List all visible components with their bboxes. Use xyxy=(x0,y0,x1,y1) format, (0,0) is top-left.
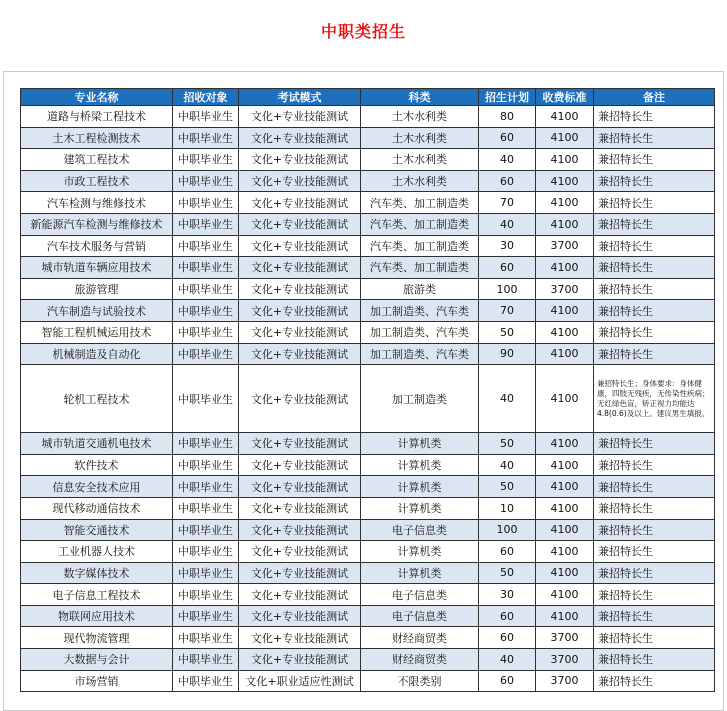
fee-cell: 4100 xyxy=(536,541,594,563)
category-cell: 财经商贸类 xyxy=(361,627,479,649)
plan-cell: 40 xyxy=(479,213,536,235)
target-cell: 中职毕业生 xyxy=(173,497,239,519)
exam-mode-cell: 文化+专业技能测试 xyxy=(239,497,361,519)
note-cell: 兼招特长生 xyxy=(594,562,715,584)
major-cell: 汽车制造与试验技术 xyxy=(21,300,173,322)
plan-cell: 80 xyxy=(479,106,536,128)
category-cell: 土木水利类 xyxy=(361,149,479,171)
table-row xyxy=(21,541,715,563)
category-cell: 土木水利类 xyxy=(361,106,479,128)
major-cell: 土木工程检测技术 xyxy=(21,127,173,149)
exam-mode-cell: 文化+专业技能测试 xyxy=(239,192,361,214)
plan-cell: 50 xyxy=(479,562,536,584)
exam-mode-cell: 文化+专业技能测试 xyxy=(239,649,361,671)
plan-cell: 60 xyxy=(479,605,536,627)
major-cell: 城市轨道交通机电技术 xyxy=(21,433,173,455)
fee-cell: 4100 xyxy=(536,192,594,214)
header-major: 专业名称 xyxy=(21,89,173,106)
plan-cell: 30 xyxy=(479,584,536,606)
plan-cell: 10 xyxy=(479,497,536,519)
major-cell: 建筑工程技术 xyxy=(21,149,173,171)
fee-cell: 4100 xyxy=(536,605,594,627)
note-cell: 兼招特长生 xyxy=(594,213,715,235)
major-cell: 机械制造及自动化 xyxy=(21,343,173,365)
exam-mode-cell: 文化+专业技能测试 xyxy=(239,454,361,476)
category-cell: 汽车类、加工制造类 xyxy=(361,192,479,214)
fee-cell: 4100 xyxy=(536,519,594,541)
major-cell: 城市轨道车辆应用技术 xyxy=(21,257,173,279)
exam-mode-cell: 文化+专业技能测试 xyxy=(239,584,361,606)
plan-cell: 50 xyxy=(479,476,536,498)
fee-cell: 4100 xyxy=(536,454,594,476)
major-cell: 汽车检测与维修技术 xyxy=(21,192,173,214)
plan-cell: 60 xyxy=(479,257,536,279)
note-cell: 兼招特长生 xyxy=(594,343,715,365)
fee-cell: 4100 xyxy=(536,433,594,455)
fee-cell: 4100 xyxy=(536,170,594,192)
exam-mode-cell: 文化+专业技能测试 xyxy=(239,300,361,322)
exam-mode-cell: 文化+专业技能测试 xyxy=(239,235,361,257)
fee-cell: 4100 xyxy=(536,106,594,128)
table-row xyxy=(21,278,715,300)
fee-cell: 3700 xyxy=(536,278,594,300)
note-cell: 兼招特长生 xyxy=(594,649,715,671)
note-cell: 兼招特长生 xyxy=(594,433,715,455)
note-cell: 兼招特长生 xyxy=(594,627,715,649)
note-cell: 兼招特长生 xyxy=(594,519,715,541)
note-cell: 兼招特长生；身体要求：身体健康，四肢无残疾，无传染性疾病；无红绿色盲，矫正视力均能达4.8(0.6)及以上。建议男生填报。 xyxy=(594,365,715,433)
target-cell: 中职毕业生 xyxy=(173,149,239,171)
major-cell: 市政工程技术 xyxy=(21,170,173,192)
target-cell: 中职毕业生 xyxy=(173,605,239,627)
target-cell: 中职毕业生 xyxy=(173,257,239,279)
table-row xyxy=(21,343,715,365)
table-row xyxy=(21,106,715,128)
header-category: 科类 xyxy=(361,89,479,106)
note-cell: 兼招特长生 xyxy=(594,106,715,128)
major-cell: 市场营销 xyxy=(21,670,173,692)
category-cell: 电子信息类 xyxy=(361,584,479,606)
header-target: 招收对象 xyxy=(173,89,239,106)
category-cell: 加工制造类 xyxy=(361,365,479,433)
fee-cell: 4100 xyxy=(536,213,594,235)
exam-mode-cell: 文化+专业技能测试 xyxy=(239,106,361,128)
plan-cell: 40 xyxy=(479,454,536,476)
plan-cell: 70 xyxy=(479,192,536,214)
plan-cell: 30 xyxy=(479,235,536,257)
fee-cell: 3700 xyxy=(536,670,594,692)
note-cell: 兼招特长生 xyxy=(594,257,715,279)
table-row xyxy=(21,300,715,322)
plan-cell: 40 xyxy=(479,649,536,671)
plan-cell: 70 xyxy=(479,300,536,322)
fee-cell: 4100 xyxy=(536,300,594,322)
fee-cell: 4100 xyxy=(536,127,594,149)
fee-cell: 4100 xyxy=(536,321,594,343)
note-cell: 兼招特长生 xyxy=(594,605,715,627)
note-cell: 兼招特长生 xyxy=(594,321,715,343)
exam-mode-cell: 文化+专业技能测试 xyxy=(239,257,361,279)
table-row xyxy=(21,192,715,214)
major-cell: 旅游管理 xyxy=(21,278,173,300)
target-cell: 中职毕业生 xyxy=(173,235,239,257)
target-cell: 中职毕业生 xyxy=(173,127,239,149)
fee-cell: 4100 xyxy=(536,497,594,519)
note-cell: 兼招特长生 xyxy=(594,170,715,192)
target-cell: 中职毕业生 xyxy=(173,627,239,649)
target-cell: 中职毕业生 xyxy=(173,321,239,343)
plan-cell: 50 xyxy=(479,321,536,343)
exam-mode-cell: 文化+专业技能测试 xyxy=(239,365,361,433)
major-cell: 道路与桥梁工程技术 xyxy=(21,106,173,128)
category-cell: 电子信息类 xyxy=(361,605,479,627)
exam-mode-cell: 文化+专业技能测试 xyxy=(239,278,361,300)
target-cell: 中职毕业生 xyxy=(173,365,239,433)
major-cell: 工业机器人技术 xyxy=(21,541,173,563)
exam-mode-cell: 文化+专业技能测试 xyxy=(239,476,361,498)
target-cell: 中职毕业生 xyxy=(173,476,239,498)
exam-mode-cell: 文化+专业技能测试 xyxy=(239,627,361,649)
table-row xyxy=(21,476,715,498)
note-cell: 兼招特长生 xyxy=(594,670,715,692)
fee-cell: 4100 xyxy=(536,584,594,606)
target-cell: 中职毕业生 xyxy=(173,106,239,128)
major-cell: 信息安全技术应用 xyxy=(21,476,173,498)
target-cell: 中职毕业生 xyxy=(173,300,239,322)
fee-cell: 4100 xyxy=(536,562,594,584)
exam-mode-cell: 文化+专业技能测试 xyxy=(239,519,361,541)
table-row xyxy=(21,170,715,192)
note-cell: 兼招特长生 xyxy=(594,192,715,214)
plan-cell: 50 xyxy=(479,433,536,455)
exam-mode-cell: 文化+专业技能测试 xyxy=(239,562,361,584)
plan-cell: 60 xyxy=(479,127,536,149)
plan-cell: 60 xyxy=(479,627,536,649)
target-cell: 中职毕业生 xyxy=(173,433,239,455)
exam-mode-cell: 文化+专业技能测试 xyxy=(239,127,361,149)
table-row xyxy=(21,562,715,584)
target-cell: 中职毕业生 xyxy=(173,192,239,214)
table-row xyxy=(21,519,715,541)
table-row xyxy=(21,649,715,671)
plan-cell: 40 xyxy=(479,149,536,171)
table-row xyxy=(21,149,715,171)
major-cell: 物联网应用技术 xyxy=(21,605,173,627)
fee-cell: 3700 xyxy=(536,235,594,257)
major-cell: 新能源汽车检测与维修技术 xyxy=(21,213,173,235)
exam-mode-cell: 文化+专业技能测试 xyxy=(239,149,361,171)
header-fee: 收费标准 xyxy=(536,89,594,106)
table-row xyxy=(21,365,715,433)
category-cell: 计算机类 xyxy=(361,562,479,584)
major-cell: 现代物流管理 xyxy=(21,627,173,649)
plan-cell: 40 xyxy=(479,365,536,433)
plan-cell: 60 xyxy=(479,170,536,192)
fee-cell: 4100 xyxy=(536,343,594,365)
exam-mode-cell: 文化+专业技能测试 xyxy=(239,541,361,563)
target-cell: 中职毕业生 xyxy=(173,584,239,606)
category-cell: 旅游类 xyxy=(361,278,479,300)
target-cell: 中职毕业生 xyxy=(173,213,239,235)
target-cell: 中职毕业生 xyxy=(173,649,239,671)
plan-cell: 60 xyxy=(479,541,536,563)
table-row xyxy=(21,235,715,257)
note-cell: 兼招特长生 xyxy=(594,127,715,149)
target-cell: 中职毕业生 xyxy=(173,343,239,365)
fee-cell: 4100 xyxy=(536,257,594,279)
enrollment-table xyxy=(20,88,715,692)
category-cell: 计算机类 xyxy=(361,476,479,498)
table-row xyxy=(21,605,715,627)
target-cell: 中职毕业生 xyxy=(173,519,239,541)
major-cell: 现代移动通信技术 xyxy=(21,497,173,519)
category-cell: 汽车类、加工制造类 xyxy=(361,235,479,257)
exam-mode-cell: 文化+专业技能测试 xyxy=(239,343,361,365)
note-cell: 兼招特长生 xyxy=(594,278,715,300)
exam-mode-cell: 文化+专业技能测试 xyxy=(239,170,361,192)
category-cell: 土木水利类 xyxy=(361,170,479,192)
fee-cell: 3700 xyxy=(536,627,594,649)
fee-cell: 4100 xyxy=(536,149,594,171)
table-header-row xyxy=(21,89,715,106)
exam-mode-cell: 文化+职业适应性测试 xyxy=(239,670,361,692)
note-cell: 兼招特长生 xyxy=(594,300,715,322)
table-row xyxy=(21,321,715,343)
category-cell: 土木水利类 xyxy=(361,127,479,149)
major-cell: 数字媒体技术 xyxy=(21,562,173,584)
table-row xyxy=(21,433,715,455)
fee-cell: 3700 xyxy=(536,649,594,671)
category-cell: 加工制造类、汽车类 xyxy=(361,343,479,365)
note-cell: 兼招特长生 xyxy=(594,149,715,171)
plan-cell: 100 xyxy=(479,519,536,541)
major-cell: 电子信息工程技术 xyxy=(21,584,173,606)
category-cell: 汽车类、加工制造类 xyxy=(361,213,479,235)
fee-cell: 4100 xyxy=(536,476,594,498)
category-cell: 汽车类、加工制造类 xyxy=(361,257,479,279)
category-cell: 不限类别 xyxy=(361,670,479,692)
table-row xyxy=(21,454,715,476)
target-cell: 中职毕业生 xyxy=(173,670,239,692)
note-cell: 兼招特长生 xyxy=(594,497,715,519)
exam-mode-cell: 文化+专业技能测试 xyxy=(239,321,361,343)
header-note: 备注 xyxy=(594,89,715,106)
table-row xyxy=(21,257,715,279)
fee-cell: 4100 xyxy=(536,365,594,433)
page-title: 中职类招生 xyxy=(320,22,406,41)
target-cell: 中职毕业生 xyxy=(173,170,239,192)
table-row xyxy=(21,627,715,649)
plan-cell: 90 xyxy=(479,343,536,365)
header-plan: 招生计划 xyxy=(479,89,536,106)
major-cell: 智能工程机械运用技术 xyxy=(21,321,173,343)
target-cell: 中职毕业生 xyxy=(173,454,239,476)
note-cell: 兼招特长生 xyxy=(594,584,715,606)
category-cell: 计算机类 xyxy=(361,454,479,476)
table-row xyxy=(21,127,715,149)
table-row xyxy=(21,213,715,235)
category-cell: 加工制造类、汽车类 xyxy=(361,321,479,343)
major-cell: 轮机工程技术 xyxy=(21,365,173,433)
note-cell: 兼招特长生 xyxy=(594,454,715,476)
category-cell: 计算机类 xyxy=(361,497,479,519)
exam-mode-cell: 文化+专业技能测试 xyxy=(239,605,361,627)
exam-mode-cell: 文化+专业技能测试 xyxy=(239,213,361,235)
note-cell: 兼招特长生 xyxy=(594,476,715,498)
category-cell: 加工制造类、汽车类 xyxy=(361,300,479,322)
target-cell: 中职毕业生 xyxy=(173,278,239,300)
category-cell: 计算机类 xyxy=(361,433,479,455)
table-row xyxy=(21,584,715,606)
note-cell: 兼招特长生 xyxy=(594,235,715,257)
major-cell: 大数据与会计 xyxy=(21,649,173,671)
major-cell: 汽车技术服务与营销 xyxy=(21,235,173,257)
plan-cell: 100 xyxy=(479,278,536,300)
exam-mode-cell: 文化+专业技能测试 xyxy=(239,433,361,455)
category-cell: 计算机类 xyxy=(361,541,479,563)
target-cell: 中职毕业生 xyxy=(173,541,239,563)
target-cell: 中职毕业生 xyxy=(173,562,239,584)
category-cell: 财经商贸类 xyxy=(361,649,479,671)
category-cell: 电子信息类 xyxy=(361,519,479,541)
header-exam-mode: 考试模式 xyxy=(239,89,361,106)
note-cell: 兼招特长生 xyxy=(594,541,715,563)
major-cell: 智能交通技术 xyxy=(21,519,173,541)
plan-cell: 60 xyxy=(479,670,536,692)
table-row xyxy=(21,670,715,692)
major-cell: 软件技术 xyxy=(21,454,173,476)
table-row xyxy=(21,497,715,519)
